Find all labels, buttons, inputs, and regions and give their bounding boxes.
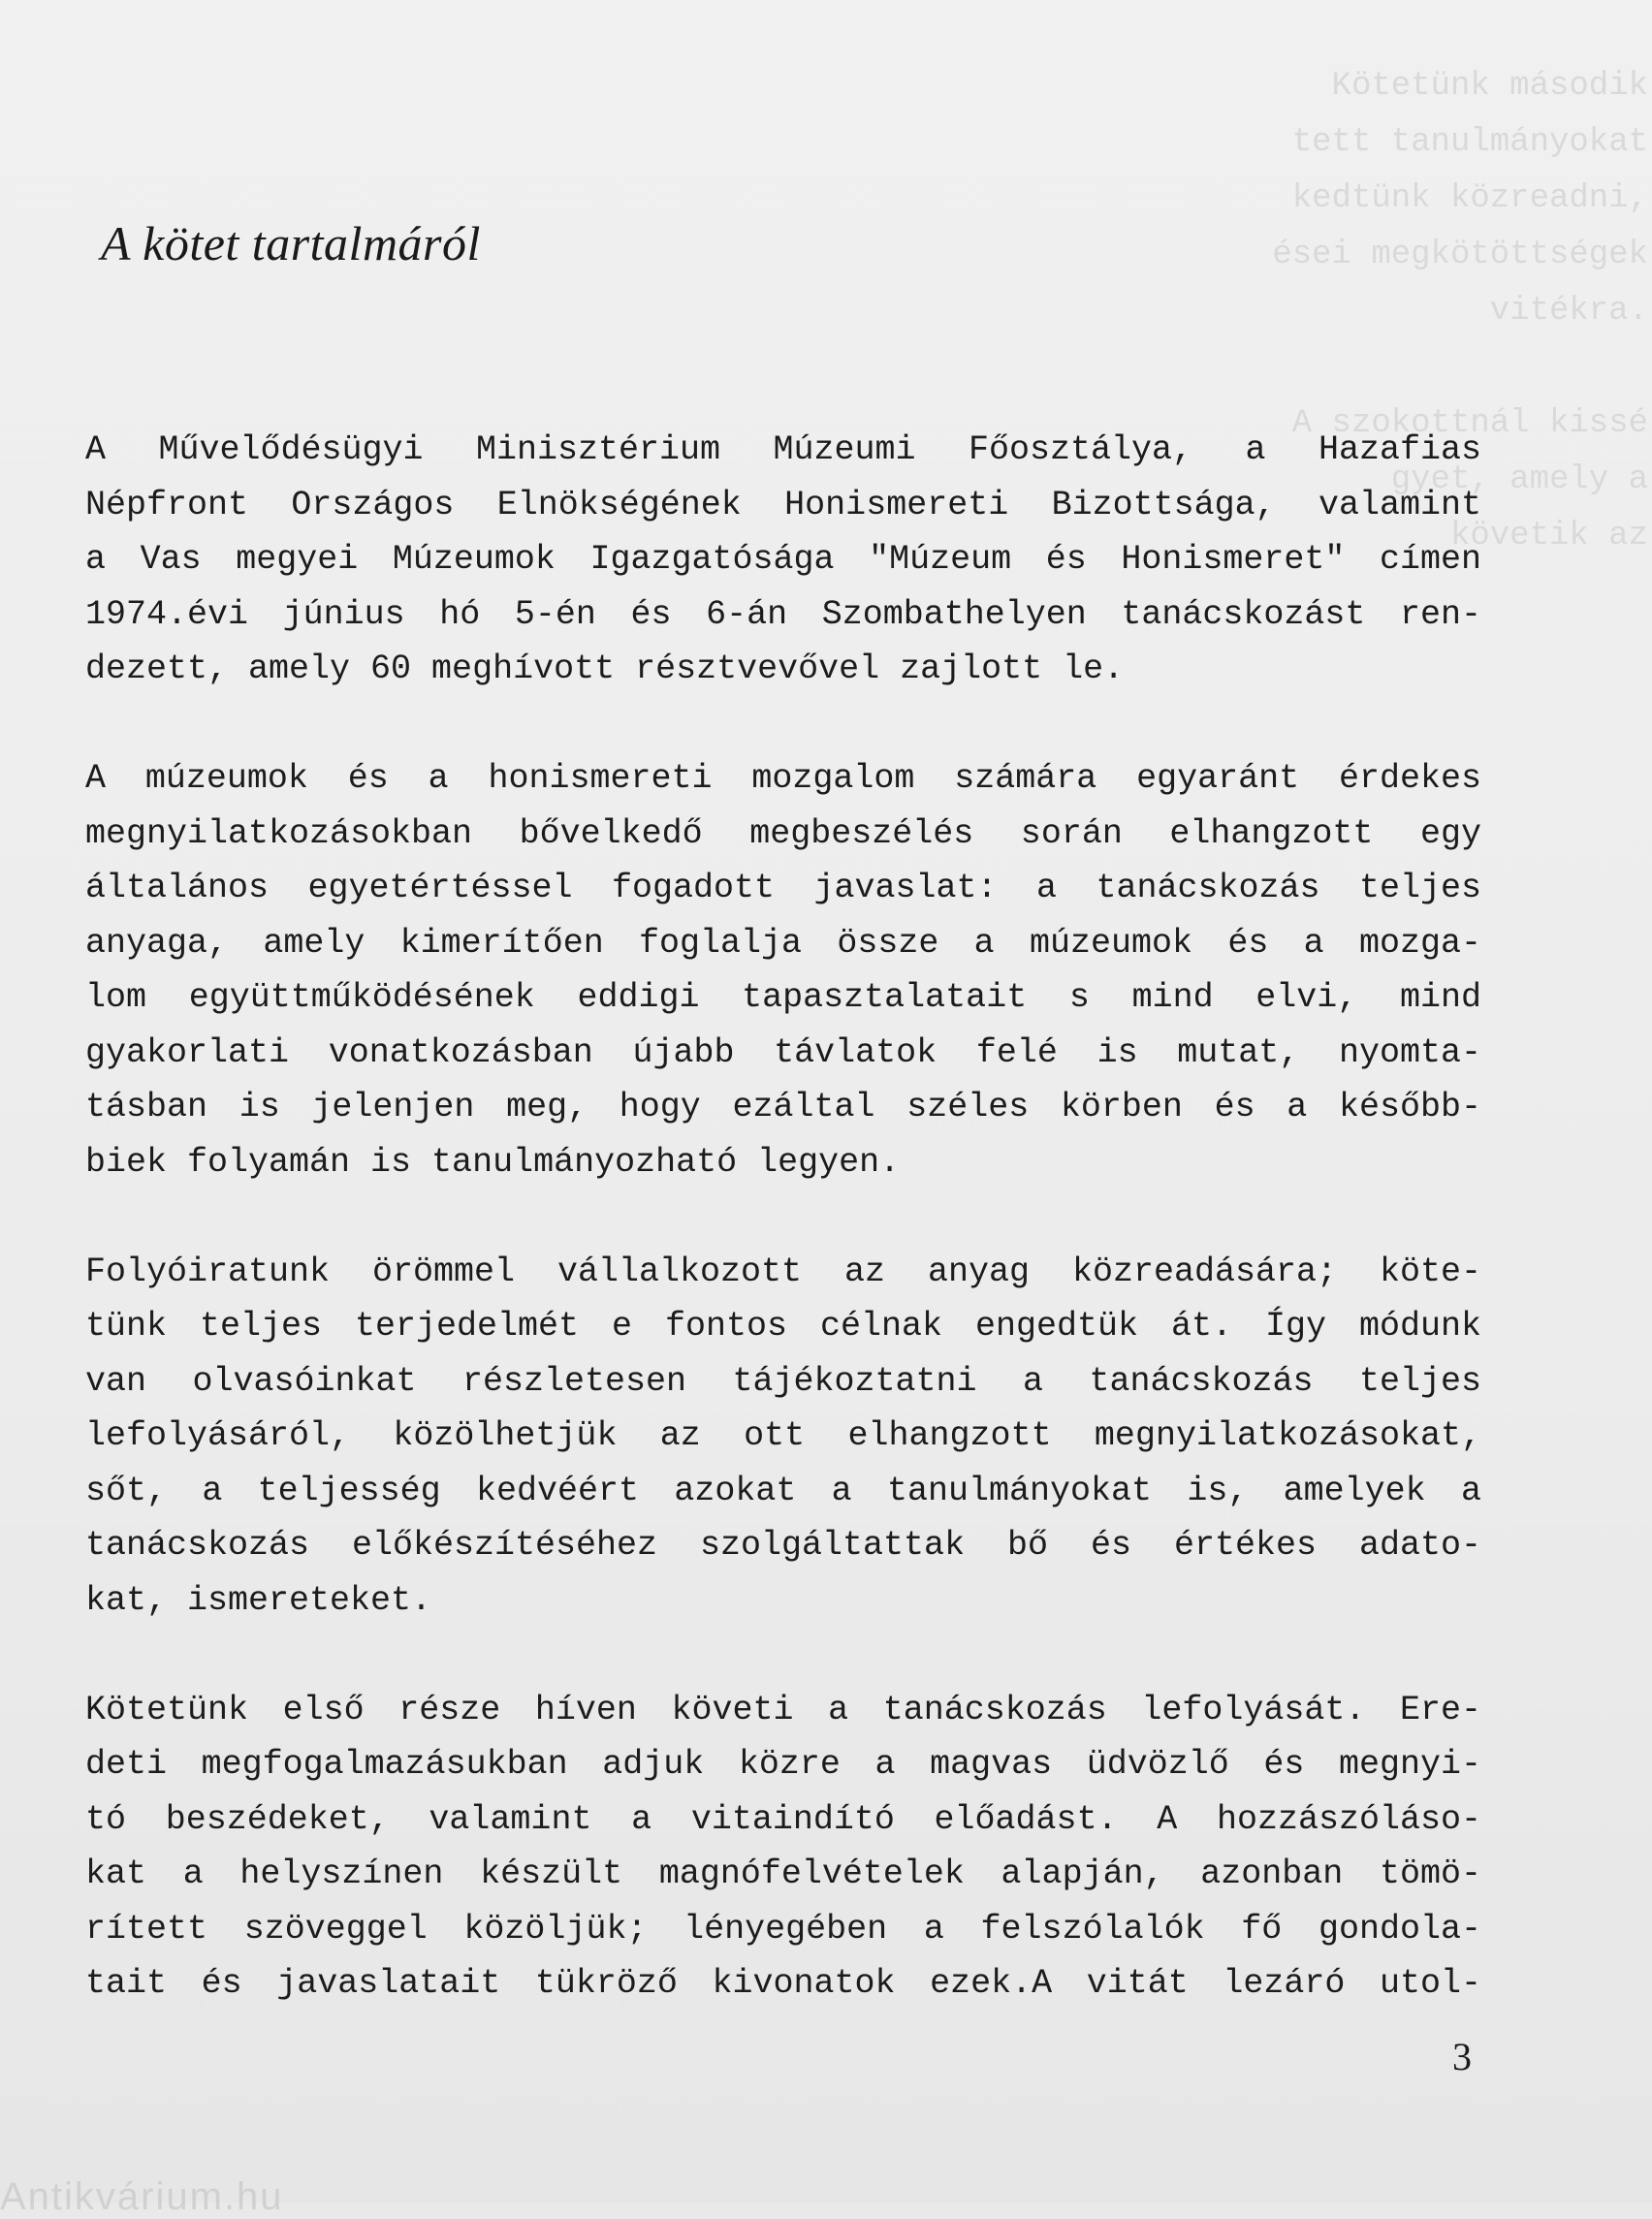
text-line: A múzeumok és a honismereti mozgalom számára egyaránt érdekes <box>85 759 1481 798</box>
text-line: 1974.évi június hó 5-én és 6-án Szombathelyen tanácskozást ren- <box>85 594 1481 634</box>
text-line: lefolyásáról, közölhetjük az ott elhangzott megnyilatkozásokat, <box>85 1416 1481 1455</box>
text-line: biek folyamán is tanulmányozható legyen. <box>85 1142 901 1182</box>
text-line: tanácskozás előkészítéséhez szolgáltattak bő és értékes adato- <box>85 1526 1481 1565</box>
text-line: sőt, a teljesség kedvéért azokat a tanulmányokat is, amelyek a <box>85 1471 1481 1510</box>
page-title: A kötet tartalmáról <box>101 216 481 270</box>
paragraph-4 <box>85 1683 1481 2012</box>
text-line: tait és javaslatait tükröző kivonatok ezek.A vitát lezáró utol- <box>85 1964 1481 2003</box>
text-line: Kötetünk első része híven követi a tanácskozás lefolyását. Ere- <box>85 1690 1481 1729</box>
paragraph-3 <box>85 1245 1481 1629</box>
text-line: megnyilatkozásokban bővelkedő megbeszélés során elhangzott egy <box>85 813 1481 853</box>
text-line: lom együttműködésének eddigi tapasztalatait s mind elvi, mind <box>85 978 1481 1017</box>
paragraph-1 <box>85 423 1481 697</box>
paragraph-2 <box>85 751 1481 1189</box>
text-line: rített szöveggel közöljük; lényegében a felszólalók fő gondola- <box>85 1909 1481 1949</box>
text-line: általános egyetértéssel fogadott javaslat: a tanácskozás teljes <box>85 869 1481 907</box>
text-line: gyakorlati vonatkozásban újabb távlatok felé is mutat, nyomta- <box>85 1032 1481 1072</box>
text-line: A Művelődésügyi Minisztérium Múzeumi Főosztálya, a Hazafias <box>85 430 1481 469</box>
text-line: dezett, amely 60 meghívott résztvevővel zajlott le. <box>85 650 1125 688</box>
page-number: 3 <box>1452 2035 1472 2078</box>
text-line: kat, ismereteket. <box>85 1580 432 1620</box>
watermark: Antikvárium.hu <box>0 2175 284 2218</box>
text-line: van olvasóinkat részletesen tájékoztatni a tanácskozás teljes <box>85 1361 1481 1401</box>
text-line: tünk teljes terjedelmét e fontos célnak engedtük át. Így módunk <box>85 1307 1481 1346</box>
body-text <box>85 423 1481 2066</box>
text-line: deti megfogalmazásukban adjuk közre a magvas üdvözlő és megnyi- <box>85 1745 1481 1784</box>
bleed-through-text: Kötetünk második tett tanulmányokat kedtünk közreadni, ései megkötöttségek vitékra. A szokottnál kissé gyet, amely a követik az <box>1272 68 1648 555</box>
text-line: anyaga, amely kimerítően foglalja össze a múzeumok és a mozga- <box>85 923 1481 963</box>
text-line: a Vas megyei Múzeumok Igazgatósága "Múzeum és Honismeret" címen <box>85 540 1481 579</box>
text-line: Népfront Országos Elnökségének Honismereti Bizottsága, valamint <box>85 485 1481 524</box>
text-line: kat a helyszínen készült magnófelvételek alapján, azonban tömö- <box>85 1854 1481 1893</box>
text-line: tó beszédeket, valamint a vitaindító előadást. A hozzászóláso- <box>85 1799 1481 1839</box>
text-line: Folyóiratunk örömmel vállalkozott az anyag közreadására; köte- <box>85 1252 1481 1291</box>
text-line: tásban is jelenjen meg, hogy ezáltal széles körben és a később- <box>85 1088 1481 1126</box>
